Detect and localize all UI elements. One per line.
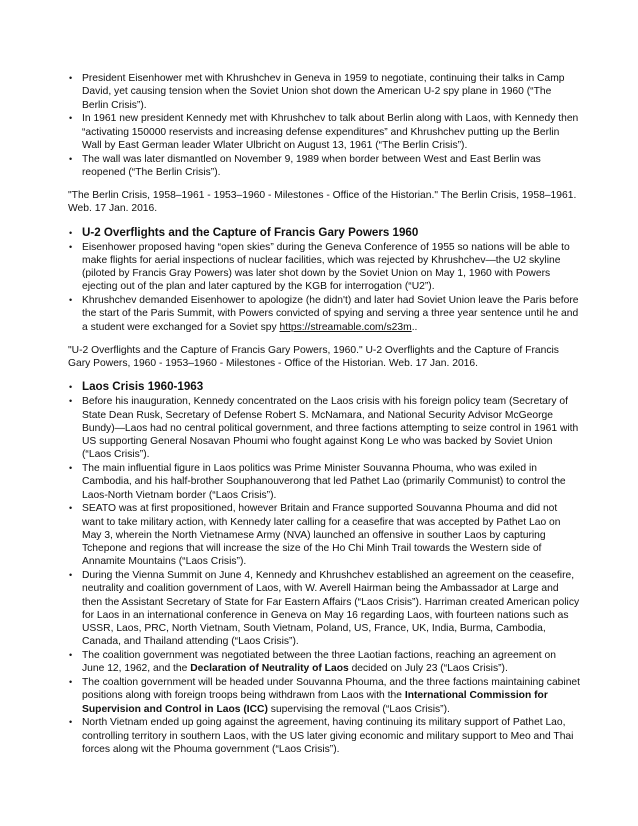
list-item: • Before his inauguration, Kennedy concentrated on the Laos crisis with his foreign policy team (Secretary of State Dean Rusk, Secretary of Defense Robert S. McNamara, and National Security Advisor McGeorge Bundy)—Laos had no central political government, and three factions attempting to seize control in 1961 with US supporting General Nosavan Phoumi who fought against Kong Le who was backed by Soviet Union (“Laos Crisis”). bbox=[68, 395, 580, 461]
list-item: • During the Vienna Summit on June 4, Kennedy and Khrushchev established an agreement on the ceasefire, neutrality and coalition government of Laos, with W. Averell Hairman being the Ambassador at Large and then the Assistant Secretary of State for Far Eastern Affairs (“Laos Crisis”). Harriman created American policy for Laos in an international conference in Geneva on May 16 regarding Laos, with fourteen nations such as USSR, Laos, PRC, North Vietnam, South Vietnam, Poland, US, France, UK, India, Burma, Cambodia, Canada, and Thailand attending (“Laos Crisis”). bbox=[68, 569, 580, 649]
list-item: • The wall was later dismantled on November 9, 1989 when border between West and East Berlin was reopened (“The Berlin Crisis”). bbox=[68, 153, 580, 180]
list-item-text: Khrushchev demanded Eisenhower to apologize (he didn't) and later had Soviet Union leave the Paris before the start of the Paris Summit, with Powers convicted of spying and serving a three year sentence until he and a student were exchanged for a Soviet spy bbox=[82, 295, 579, 333]
list-item: • SEATO was at first propositioned, however Britain and France supported Souvanna Phouma and did not want to take military action, with Kennedy later calling for a ceasefire that was accepted by Pathet Lao on May 3, wherein the North Vietnamese Army (NVA) launched an offensive in souther Laos by capturing Tchepone and regions that will increase the size of the Ho Chi Minh Trail towards the Western side of Annamite Mountains (“Laos Crisis”). bbox=[68, 502, 580, 568]
declaration-of-neutrality: Declaration of Neutrality of Laos bbox=[190, 663, 349, 675]
list-item-tail: supervising the removal (“Laos Crisis”). bbox=[267, 703, 450, 715]
list-item bbox=[68, 294, 580, 334]
list-item-text: The coalition government was negotiated between the three Laotian factions, reaching an agreement on June 12, 1962, and the bbox=[82, 650, 556, 675]
laos-list bbox=[68, 395, 580, 756]
list-item-text: The coaltion government will be headed under Souvanna Phouma, and the three factions maintaining cabinet positions along with foreign troops being withdrawn from Laos with the bbox=[82, 677, 581, 702]
berlin-crisis-citation: "The Berlin Crisis, 1958–1961 - 1953–1960 - Milestones - Office of the Historian." The Berlin Crisis, 1958–1961. Web. 17 Jan. 2016. bbox=[68, 190, 577, 215]
u2-list bbox=[68, 241, 580, 334]
list-item: • Eisenhower proposed having “open skies” during the Geneva Conference of 1955 so nations will be able to make flights for aerial inspections of nuclear facilities, which was rejected by Khrushchev—the U2 skyline (piloted by Francis Gray Powers) was later shot down by the Soviet Union on May 1, 1960 with Powers ejecting out of the plan and later captured by the KGB for interrogation (“U2”). bbox=[68, 241, 580, 294]
list-item: • North Vietnam ended up going against the agreement, having continuing its military support of Pathet Lao, controlling territory in southern Laos, with the US later giving economic and military support to Meo and Thai forces along wit the Phouma government (“Laos Crisis”). bbox=[68, 716, 580, 756]
list-item-tail: decided on July 23 (“Laos Crisis”). bbox=[348, 663, 508, 675]
icc-name: International Commission for Supervision and Control in Laos (ICC) bbox=[82, 690, 548, 715]
list-item bbox=[68, 649, 580, 676]
laos-section-heading: • Laos Crisis 1960-1963 bbox=[68, 380, 580, 394]
streamable-link[interactable]: https://streamable.com/s23m bbox=[279, 321, 412, 333]
list-item: • The main influential figure in Laos politics was Prime Minister Souvanna Phouma, who was exiled in Cambodia, and his half-brother Souphanouverong that led Pathet Lao (primarily Communist) to control the Laos-North Vietnam border (“Laos Crisis”). bbox=[68, 462, 580, 502]
list-item-tail: .. bbox=[411, 321, 418, 333]
list-item bbox=[68, 676, 580, 716]
list-item: • In 1961 new president Kennedy met with Khrushchev to talk about Berlin along with Laos, with Kennedy then “activating 150000 reservists and increasing defense expenditures” and Khrushchev putting up the Berlin Wall by East German leader Wlater Ulbricht on August 13, 1961 (“The Berlin Crisis”). bbox=[68, 112, 580, 152]
document-page bbox=[68, 68, 580, 757]
list-item: • President Eisenhower met with Khrushchev in Geneva in 1959 to negotiate, continuing their talks in Camp David, yet causing tension when the Soviet Union shot down the American U-2 spy plane in 1960 (“The Berlin Crisis”). bbox=[68, 72, 580, 112]
u2-citation: "U-2 Overflights and the Capture of Francis Gary Powers, 1960." U-2 Overflights and the Capture of Francis Gary Powers, 1960 - 1953–1960 - Milestones - Office of the Historian. Web. 17 Jan. 2016. bbox=[68, 344, 559, 369]
berlin-crisis-list bbox=[68, 72, 580, 179]
u2-section-heading: • U-2 Overflights and the Capture of Francis Gary Powers 1960 bbox=[68, 226, 580, 240]
